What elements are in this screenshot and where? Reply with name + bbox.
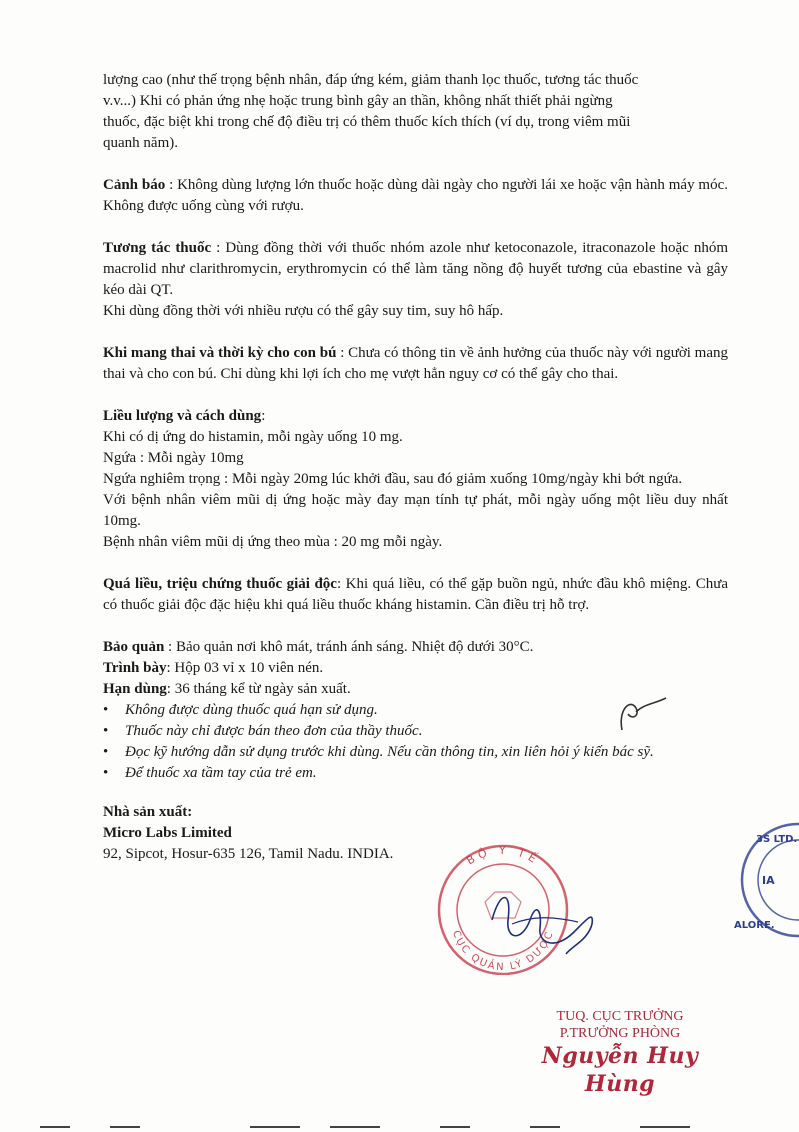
- stamp-bottom-text: CỤC QUẢN LÝ DƯỢC: [449, 929, 557, 974]
- pregnancy-heading: Khi mang thai và thời kỳ cho con bú: [103, 345, 337, 361]
- signer-name: Nguyễn Huy Hùng: [541, 1043, 699, 1097]
- pregnancy-section: [103, 343, 728, 385]
- notice-item: • Không được dùng thuốc quá hạn sử dụng.: [103, 700, 728, 721]
- leaflet-body: [103, 70, 728, 865]
- warning-heading: Cảnh báo: [103, 177, 166, 193]
- overdose-text: : Khi quá liều, có thể gặp buồn ngủ, nhức đầu khô miệng. Chưa có thuốc giải độc đặc hiệu khi quá liều thuốc kháng histamin. Cần điều trị hỗ trợ.: [103, 576, 728, 613]
- manufacturer-address: 92, Sipcot, Hosur-635 126, Tamil Nadu. INDIA.: [103, 846, 394, 862]
- dosage-line: Ngứa nghiêm trọng : Mỗi ngày 20mg lúc khởi đầu, sau đó giảm xuống 10mg/ngày khi bớt ngứa.: [103, 471, 683, 487]
- signature-block: [520, 1008, 720, 1098]
- dosage-line: Khi có dị ứng do histamin, mỗi ngày uống 10 mg.: [103, 429, 403, 445]
- signature-title-1: TUQ. CỤC TRƯỞNG: [556, 1009, 684, 1024]
- scan-edge-marks: [0, 1122, 799, 1132]
- presentation-heading: Trình bày: [103, 660, 167, 676]
- storage-text: : Bảo quản nơi khô mát, tránh ánh sáng. Nhiệt độ dưới 30°C.: [164, 639, 534, 655]
- expiry-text: : 36 tháng kể từ ngày sản xuất.: [166, 681, 351, 697]
- notice-item: • Thuốc này chỉ được bán theo đơn của thầy thuốc.: [103, 721, 728, 742]
- text-line: v.v...) Khi có phản ứng nhẹ hoặc trung bình gây an thần, không nhất thiết phải ngừng: [103, 93, 613, 109]
- dosage-colon: :: [261, 408, 266, 424]
- dosage-line: Với bệnh nhân viêm mũi dị ứng hoặc mày đay mạn tính tự phát, mỗi ngày uống một liều duy nhất 10mg.: [103, 492, 728, 529]
- warning-section: [103, 175, 728, 217]
- notice-item: • Đọc kỹ hướng dẫn sử dụng trước khi dùng. Nếu cần thông tin, xin liên hỏi ý kiến bác sỹ.: [103, 742, 728, 763]
- overdose-section: [103, 574, 728, 616]
- text-line: lượng cao (như thế trọng bệnh nhân, đáp ứng kém, giảm thanh lọc thuốc, tương tác thuốc: [103, 72, 639, 88]
- overdose-heading: Quá liều, triệu chứng thuốc giải độc: [103, 576, 337, 592]
- dosage-line: Ngứa : Mỗi ngày 10mg: [103, 450, 244, 466]
- signature-scribble: [482, 880, 602, 960]
- company-stamp: [720, 820, 799, 940]
- dosing-caution-paragraph: [103, 70, 728, 154]
- stamp-top-text: BỘ Y TẾ: [464, 843, 542, 868]
- signature-title-2: P.TRƯỞNG PHÒNG: [559, 1026, 681, 1041]
- interaction-text: : Dùng đồng thời với thuốc nhóm azole như ketoconazole, itraconazole hoặc nhóm macrolid như clarithromycin, erythromycin có thể làm tăng nồng độ huyết tương của ebastine và gây kéo dài QT.: [103, 240, 728, 298]
- manufacturer-name: Micro Labs Limited: [103, 825, 232, 841]
- text-line: quanh năm).: [103, 135, 178, 151]
- initials-mark: [610, 690, 670, 735]
- manufacturer-section: [103, 802, 728, 865]
- company-stamp-bottom: ALORE.: [734, 920, 775, 931]
- manufacturer-heading: Nhà sản xuất:: [103, 804, 193, 820]
- interaction-text-2: Khi dùng đồng thời với nhiều rượu có thể gây suy tim, suy hô hấp.: [103, 303, 504, 319]
- dosage-heading: Liều lượng và cách dùng: [103, 408, 262, 424]
- company-stamp-top: 3S LTD.: [756, 834, 798, 845]
- dosage-line: Bệnh nhân viêm mũi dị ứng theo mùa : 20 mg mỗi ngày.: [103, 534, 443, 550]
- interaction-section: [103, 238, 728, 322]
- warning-text: : Không dùng lượng lớn thuốc hoặc dùng dài ngày cho người lái xe hoặc vận hành máy móc. Không được uống cùng với rượu.: [103, 177, 728, 214]
- expiry-heading: Hạn dùng: [103, 681, 167, 697]
- notice-item: • Để thuốc xa tầm tay của trẻ em.: [103, 763, 728, 784]
- pregnancy-text: : Chưa có thông tin về ảnh hưởng của thuốc này với người mang thai và cho con bú. Chỉ dùng khi lợi ích cho mẹ vượt hẳn nguy cơ có thể gây cho thai.: [103, 345, 729, 382]
- presentation-text: : Hộp 03 vỉ x 10 viên nén.: [166, 660, 324, 676]
- text-line: thuốc, đặc biệt khi trong chế độ điều trị có thêm thuốc kích thích (ví dụ, trong viêm mũi: [103, 114, 631, 130]
- dosage-section: [103, 406, 728, 553]
- company-stamp-mid: IA: [762, 874, 775, 887]
- interaction-heading: Tương tác thuốc: [103, 240, 212, 256]
- storage-heading: Bảo quản: [103, 639, 165, 655]
